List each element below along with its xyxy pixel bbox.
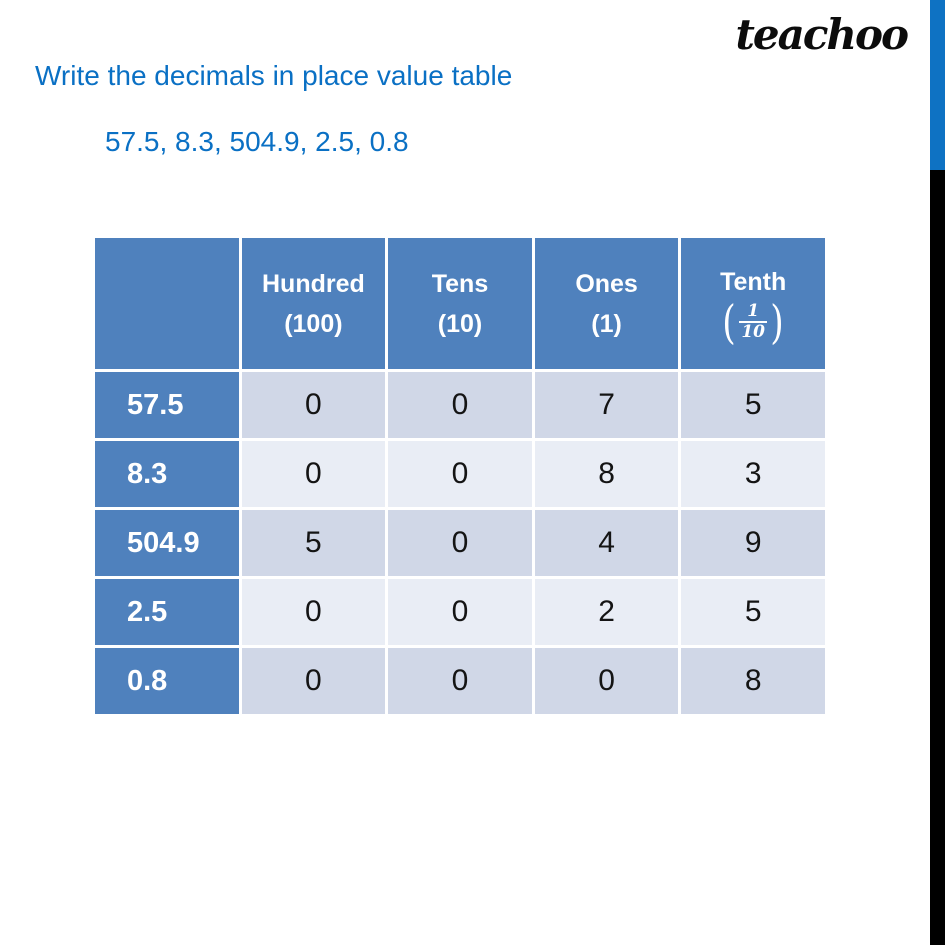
value-cell: 0: [242, 648, 386, 714]
column-header-tenth: [681, 238, 825, 369]
value-cell: 0: [242, 372, 386, 438]
column-header-line2: (1): [591, 309, 622, 338]
value-cell: 8: [535, 441, 679, 507]
brand-logo: teachoo: [735, 10, 907, 59]
table-row: [95, 441, 825, 507]
value-cell: 0: [388, 648, 532, 714]
value-cell: 3: [681, 441, 825, 507]
table-row: [95, 648, 825, 714]
column-header-line1: Hundred: [262, 269, 365, 298]
page-title: Write the decimals in place value table: [35, 60, 513, 91]
column-header-tens: [388, 238, 532, 369]
column-header-line1: Ones: [575, 269, 638, 298]
column-header-line1: Tenth: [720, 268, 787, 297]
column-header-hundred: [242, 238, 386, 369]
row-label: 504.9: [95, 510, 239, 576]
fraction-denominator: 10: [741, 321, 766, 342]
fraction-numerator: 1: [747, 301, 760, 322]
edge-accent-black: [930, 170, 945, 945]
value-cell: 0: [242, 441, 386, 507]
tenth-fraction: [720, 294, 786, 349]
column-header-ones: [535, 238, 679, 369]
place-value-table: [92, 235, 828, 717]
table-row: [95, 510, 825, 576]
value-cell: 4: [535, 510, 679, 576]
value-cell: 5: [681, 372, 825, 438]
column-header-line1: Tens: [431, 269, 489, 298]
table-row: [95, 579, 825, 645]
row-label: 0.8: [95, 648, 239, 714]
table-row: [95, 372, 825, 438]
column-header-line2: (10): [437, 309, 483, 338]
decimals-list: 57.5, 8.3, 504.9, 2.5, 0.8: [105, 126, 409, 157]
fraction-open-paren: (: [722, 294, 737, 349]
value-cell: 0: [388, 579, 532, 645]
value-cell: 8: [681, 648, 825, 714]
column-header-line2: (100): [284, 309, 343, 338]
value-cell: 2: [535, 579, 679, 645]
value-cell: 0: [388, 510, 532, 576]
value-cell: 7: [535, 372, 679, 438]
row-label: 57.5: [95, 372, 239, 438]
fraction-close-paren: ): [770, 294, 784, 349]
header-row: [95, 238, 825, 369]
row-label: 2.5: [95, 579, 239, 645]
value-cell: 5: [242, 510, 386, 576]
tenth-header-content: [720, 268, 787, 349]
value-cell: 0: [388, 372, 532, 438]
column-header-blank: [95, 238, 239, 369]
fraction: [739, 302, 767, 341]
edge-accent-strip: [930, 0, 945, 945]
value-cell: 0: [535, 648, 679, 714]
value-cell: 9: [681, 510, 825, 576]
edge-accent-blue: [930, 0, 945, 170]
value-cell: 0: [242, 579, 386, 645]
value-cell: 0: [388, 441, 532, 507]
value-cell: 5: [681, 579, 825, 645]
row-label: 8.3: [95, 441, 239, 507]
